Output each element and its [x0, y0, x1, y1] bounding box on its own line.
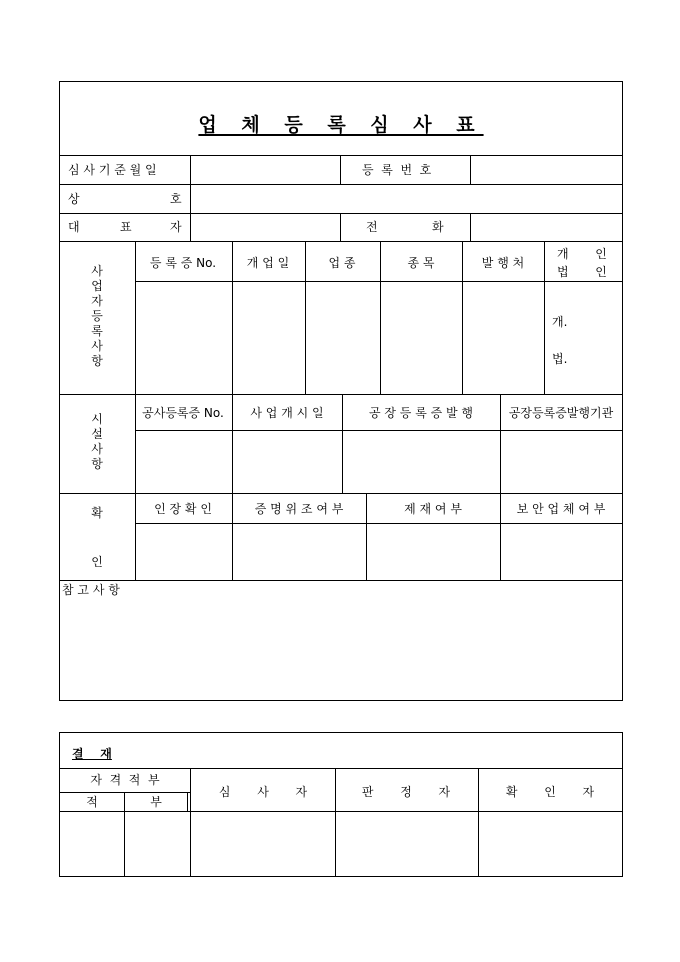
biz-header-issuer: 발 행 처	[481, 256, 525, 270]
facility-header-factory-reg: 공 장 등 록 증 발 행	[368, 406, 474, 420]
rule	[342, 394, 343, 493]
biz-type-individual: 개 인	[557, 247, 607, 261]
approval-box	[59, 732, 623, 877]
rule	[190, 155, 191, 184]
rule	[305, 241, 306, 394]
reviewer-label: 심 사 자	[218, 785, 308, 799]
qualification-pass: 적	[86, 795, 98, 809]
facility-header-license-no: 공사등록증 No.	[142, 406, 224, 420]
rule	[135, 241, 136, 580]
approval-title: 결 재	[72, 747, 112, 761]
rule	[380, 241, 381, 394]
rule	[124, 792, 125, 876]
confirm-header-forgery: 증 명 위 조 여 부	[254, 502, 344, 516]
biz-header-item: 종 목	[407, 256, 435, 270]
rule	[500, 394, 501, 493]
rule	[462, 241, 463, 394]
phone-label-a: 전	[366, 220, 378, 234]
rule	[470, 155, 471, 184]
facility-header-start-date: 사 업 개 시 일	[250, 406, 324, 420]
biz-mark-individual: 개.	[552, 315, 568, 329]
rule	[366, 493, 367, 580]
rule	[60, 213, 622, 214]
rule	[340, 155, 341, 184]
phone-label-b: 화	[432, 220, 444, 234]
rule	[60, 792, 190, 793]
confirm-header-seal: 인 장 확 인	[154, 502, 212, 516]
rep-label-a: 대	[68, 220, 80, 234]
rule	[60, 768, 622, 769]
biz-header-open-date: 개 업 일	[246, 256, 290, 270]
rule	[60, 155, 622, 156]
rule	[335, 768, 336, 876]
trade-name-label-b: 호	[170, 192, 182, 206]
rep-label-c: 자	[170, 220, 182, 234]
rule	[340, 213, 341, 241]
rule	[60, 811, 622, 812]
biz-section-label: 사 업 자 등 록 사 항	[91, 264, 103, 368]
reg-no-label: 등 록 번 호	[362, 163, 432, 177]
rule	[232, 493, 233, 580]
rule	[190, 768, 191, 876]
rule	[135, 281, 622, 282]
trade-name-label-a: 상	[68, 192, 80, 206]
rule	[60, 580, 622, 581]
rule	[232, 241, 233, 394]
facility-header-issuing-agency: 공장등록증발행기관	[508, 406, 614, 420]
biz-header-category: 업 종	[328, 256, 356, 270]
confirm-header-security: 보 안 업 체 여 부	[516, 502, 606, 516]
qualification-fail: 부	[150, 795, 162, 809]
rule	[60, 184, 622, 185]
facility-section-label: 시 설 사 항	[91, 412, 103, 471]
rule	[60, 241, 622, 242]
biz-mark-corporate: 법.	[552, 352, 568, 366]
rule	[544, 241, 545, 394]
confirmer-label: 확 인 자	[505, 785, 595, 799]
review-form	[59, 81, 623, 701]
rule	[478, 768, 479, 876]
biz-type-corporate: 법 인	[557, 265, 607, 279]
judge-label: 판 정 자	[361, 785, 451, 799]
rule	[60, 493, 622, 494]
confirm-header-sanction: 제 재 여 부	[404, 502, 462, 516]
notes-label: 참 고 사 항	[62, 583, 120, 597]
review-month-label: 심 사 기 준 월 일	[68, 163, 157, 177]
form-title: 업 체 등 록 심 사 표	[198, 114, 484, 136]
rule	[135, 523, 622, 524]
rule	[187, 792, 188, 811]
confirm-label-a: 확	[91, 506, 103, 520]
rule	[190, 184, 191, 213]
rule	[190, 213, 191, 241]
rule	[135, 430, 622, 431]
rule	[60, 394, 622, 395]
rule	[470, 213, 471, 241]
rep-label-b: 표	[120, 220, 132, 234]
biz-header-reg-no: 등 록 증 No.	[149, 256, 217, 270]
qualification-label: 자 격 적 부	[90, 773, 160, 787]
rule	[500, 493, 501, 580]
rule	[232, 394, 233, 493]
confirm-label-b: 인	[91, 555, 103, 569]
